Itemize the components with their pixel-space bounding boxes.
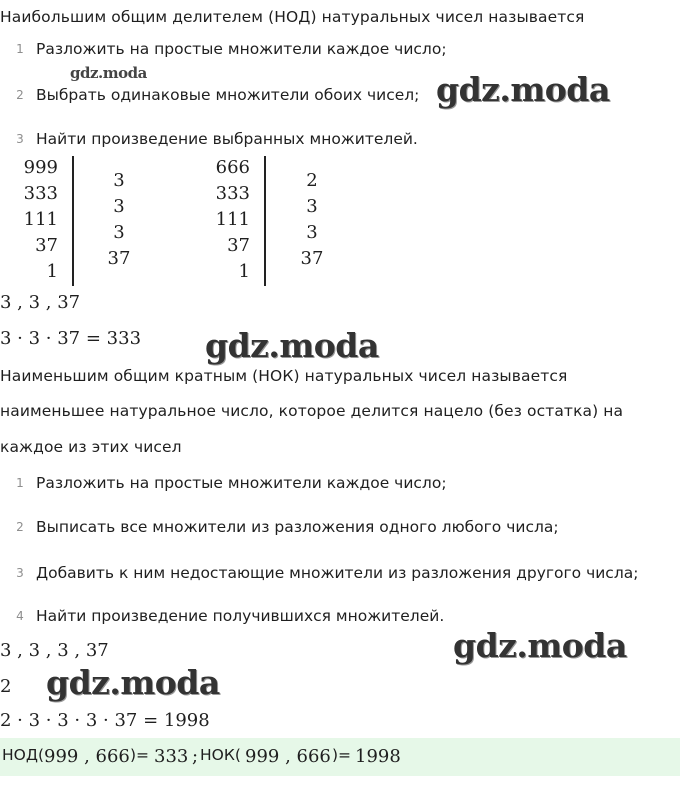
quotient: 37 [35, 235, 58, 256]
factor: 37 [107, 248, 131, 269]
result-banner [0, 738, 680, 776]
quotient: 111 [23, 209, 58, 230]
quotient: 666 [215, 157, 250, 178]
watermark-logo: gdz.moda [436, 70, 610, 109]
step-text: Разложить на простые множители каждое число; [36, 40, 447, 58]
lcm-definition-line-3: каждое из этих чисел [0, 438, 182, 456]
lcm-definition-line-1: Наименьшим общим кратным (НОК) натуральных чисел называется [0, 367, 568, 385]
factorization-divider [72, 156, 74, 286]
step-number: 3 [16, 566, 24, 580]
quotient: 333 [23, 183, 58, 204]
lcm-product: 2 · 3 · 3 · 3 · 37 = 1998 [0, 710, 210, 731]
step-number: 1 [16, 42, 24, 56]
gcd-equals: )= [130, 746, 150, 764]
factor: 3 [113, 222, 125, 243]
watermark-logo: gdz.moda [70, 64, 147, 82]
step-number: 2 [16, 520, 24, 534]
factor: 3 [113, 196, 125, 217]
watermark-logo: gdz.moda [453, 626, 627, 665]
factorization-666-quotients [206, 155, 250, 285]
factorization-666-factors [293, 168, 331, 272]
factor: 3 [113, 170, 125, 191]
step-text: Найти произведение получившихся множителей. [36, 607, 445, 625]
step-text: Выписать все множители из разложения одного любого числа; [36, 518, 559, 536]
lcm-equals: )= [332, 746, 352, 764]
gcd-product: 3 · 3 · 37 = 333 [0, 328, 142, 349]
gcd-value: 333 [154, 746, 189, 767]
gcd-common-factors: 3 , 3 , 37 [0, 292, 81, 313]
step-number: 4 [16, 609, 24, 623]
factor: 3 [306, 196, 318, 217]
lcm-value: 1998 [355, 746, 401, 767]
quotient: 1 [46, 261, 58, 282]
factor: 3 [306, 222, 318, 243]
gcd-label: НОД( [2, 746, 45, 764]
step-number: 3 [16, 132, 24, 146]
step-text: Найти произведение выбранных множителей. [36, 130, 418, 148]
factorization-999-quotients [14, 155, 58, 285]
watermark-logo: gdz.moda [205, 326, 379, 365]
step-number: 1 [16, 476, 24, 490]
factorization-999-factors [100, 168, 138, 272]
quotient: 111 [215, 209, 250, 230]
factor: 37 [300, 248, 324, 269]
lcm-label: НОК( [200, 746, 241, 764]
step-text: Разложить на простые множители каждое число; [36, 474, 447, 492]
step-number: 2 [16, 88, 24, 102]
result-separator: ; [192, 746, 199, 767]
lcm-extra-factor: 2 [0, 676, 12, 697]
lcm-args: 999 , 666 [245, 746, 331, 767]
quotient: 37 [227, 235, 250, 256]
factor: 2 [306, 170, 318, 191]
quotient: 333 [215, 183, 250, 204]
gcd-args: 999 , 666 [44, 746, 130, 767]
gcd-definition: Наибольшим общим делителем (НОД) натуральных чисел называется [0, 8, 585, 26]
quotient: 999 [23, 157, 58, 178]
step-text: Добавить к ним недостающие множители из разложения другого числа; [36, 564, 639, 582]
factorization-divider [264, 156, 266, 286]
watermark-logo: gdz.moda [46, 663, 220, 702]
lcm-definition-line-2: наименьшее натуральное число, которое делится нацело (без остатка) на [0, 402, 624, 420]
quotient: 1 [238, 261, 250, 282]
lcm-factors: 3 , 3 , 3 , 37 [0, 640, 109, 661]
step-text: Выбрать одинаковые множители обоих чисел; [36, 86, 420, 104]
